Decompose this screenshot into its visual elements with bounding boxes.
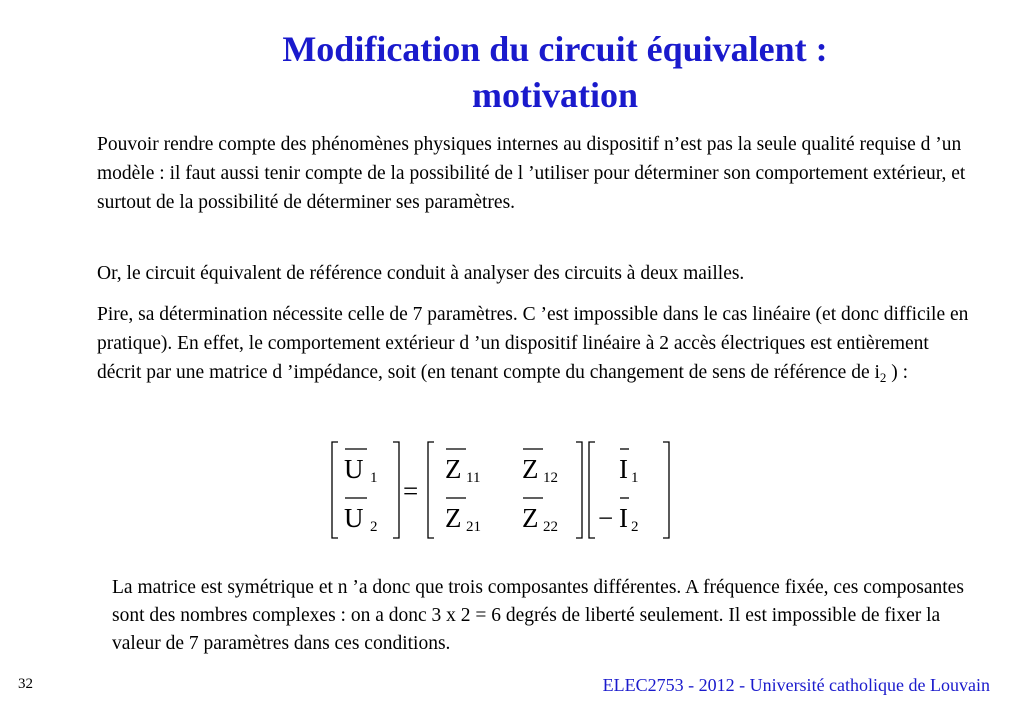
paragraph-seven-parameters-end: ) : xyxy=(886,362,909,383)
matrix-left-bracket xyxy=(428,442,434,538)
z21-subscript: 21 xyxy=(466,519,481,535)
z12-symbol: Z xyxy=(522,454,539,484)
z22-symbol: Z xyxy=(522,503,539,533)
u2-subscript: 2 xyxy=(370,519,378,535)
matrix-right-bracket xyxy=(576,442,582,538)
u2-symbol: U xyxy=(344,503,364,533)
current-subscript: 2 xyxy=(879,370,887,385)
paragraph-model-requirements: Pouvoir rendre compte des phénomènes physiques internes au dispositif n’est pas la seule qualité requise d ’un modèle : il faut aussi tenir compte de la possibilité de l ’utiliser pour déterminer son comportement extérieur, et surtout de la possibilité de déterminer ses paramètres. xyxy=(97,134,966,213)
z12-subscript: 12 xyxy=(543,470,558,486)
z22-subscript: 22 xyxy=(543,519,558,535)
z11-symbol: Z xyxy=(445,454,462,484)
lhs-left-bracket xyxy=(332,442,338,538)
z21-symbol: Z xyxy=(445,503,462,533)
page-number: 32 xyxy=(18,676,33,692)
z11-subscript: 11 xyxy=(466,470,481,486)
equation-svg xyxy=(330,436,675,542)
slide-title-line1: Modification du circuit équivalent : xyxy=(282,29,828,69)
paragraph-seven-parameters-text: Pire, sa détermination nécessite celle de 7 paramètres. C ’est impossible dans le cas linéaire (et donc difficile en pratique). En effet, le comportement extérieur d ’un dispositif linéaire à 2 accès électriques est entièrement décrit par une matrice d ’impédance, soit (en tenant compte du changement de sens de référence de i xyxy=(97,304,969,383)
i2-subscript: 2 xyxy=(631,519,639,535)
i1-symbol: I xyxy=(619,454,628,484)
paragraph-symmetric-matrix: La matrice est symétrique et n ’a donc que trois composantes différentes. A fréquence fixée, ces composantes sont des nombres complexes : on a donc 3 x 2 = 6 degrés de liberté seulement. Il est impossible de fixer la valeur de 7 paramètres dans ces conditions. xyxy=(112,577,964,654)
paragraph-seven-parameters xyxy=(97,300,977,387)
impedance-matrix-equation xyxy=(330,436,675,542)
paragraph-two-meshes: Or, le circuit équivalent de référence conduit à analyser des circuits à deux mailles. xyxy=(97,263,745,284)
equals-sign: = xyxy=(403,476,419,506)
u1-subscript: 1 xyxy=(370,470,378,486)
i2-minus-sign: − xyxy=(598,503,614,533)
i2-symbol: I xyxy=(619,503,628,533)
lhs-right-bracket xyxy=(393,442,399,538)
rhs-right-bracket xyxy=(663,442,669,538)
slide-title xyxy=(120,26,990,118)
rhs-left-bracket xyxy=(589,442,595,538)
u1-symbol: U xyxy=(344,454,364,484)
i1-subscript: 1 xyxy=(631,470,639,486)
slide-title-line2: motivation xyxy=(472,75,638,115)
footer-course-label: ELEC2753 - 2012 - Université catholique de Louvain xyxy=(602,675,990,695)
